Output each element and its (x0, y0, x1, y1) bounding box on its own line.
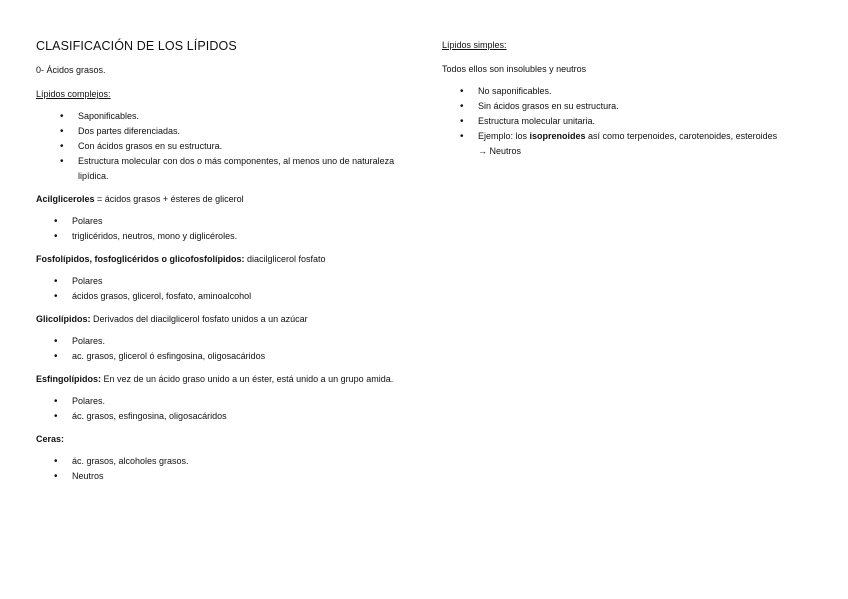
list-item: • Neutros (36, 469, 406, 484)
list-item: • Estructura molecular unitaria. (442, 114, 782, 129)
simple-lipids-heading: Lípidos simples: (442, 40, 507, 50)
fosfolipidos-list (36, 274, 406, 304)
fosfolipidos-desc: diacilglicerol fosfato (244, 254, 326, 264)
acilgliceroles-desc: = ácidos grasos + ésteres de glicerol (94, 194, 244, 204)
glicolipidos-desc: Derivados del diacilglicerol fosfato unidos a un azúcar (90, 314, 308, 324)
list-item: • ac. grasos, glicerol ó esfingosina, oligosacáridos (36, 349, 406, 364)
glicolipidos-definition (36, 312, 406, 327)
list-item: • Polares. (36, 394, 406, 409)
fosfolipidos-definition (36, 252, 406, 267)
right-column (442, 38, 782, 159)
list-item: • Dos partes diferenciadas. (36, 124, 406, 139)
ceras-list (36, 454, 406, 484)
example-bold: isoprenoides (529, 131, 586, 141)
esfingolipidos-desc: En vez de un ácido graso unido a un éster, está unido a un grupo amida. (101, 374, 394, 384)
left-column (36, 38, 406, 484)
list-item: • Saponificables. (36, 109, 406, 124)
list-item: • Estructura molecular con dos o más componentes, al menos uno de naturaleza lipídica. (36, 154, 406, 184)
esfingolipidos-list (36, 394, 406, 424)
list-item: • Polares (36, 214, 406, 229)
ceras-heading: Ceras: (36, 434, 65, 444)
list-item: • triglicéridos, neutros, mono y diglicéroles. (36, 229, 406, 244)
esfingolipidos-term: Esfingolípidos: (36, 374, 101, 384)
simple-lipids-list (442, 84, 782, 159)
acilgliceroles-definition (36, 192, 406, 207)
example-rest: así como terpenoides, carotenoides, esteroides → Neutros (478, 131, 778, 156)
fatty-acids-line: 0- Ácidos grasos. (36, 65, 106, 75)
glicolipidos-term: Glicolípidos: (36, 314, 91, 324)
acilgliceroles-term: Acilgliceroles (36, 194, 95, 204)
acilgliceroles-list (36, 214, 406, 244)
example-prefix: Ejemplo: los (478, 131, 530, 141)
list-item: • ácidos grasos, glicerol, fosfato, aminoalcohol (36, 289, 406, 304)
esfingolipidos-definition (36, 372, 406, 387)
list-item: • Polares. (36, 334, 406, 349)
list-item: • ác. grasos, alcoholes grasos. (36, 454, 406, 469)
list-item: • Sin ácidos grasos en su estructura. (442, 99, 782, 114)
page-title: CLASIFICACIÓN DE LOS LÍPIDOS (36, 39, 237, 53)
list-item: • Polares (36, 274, 406, 289)
simple-lipids-intro: Todos ellos son insolubles y neutros (442, 64, 587, 74)
glicolipidos-list (36, 334, 406, 364)
list-item: • Con ácidos grasos en su estructura. (36, 139, 406, 154)
list-item: • No saponificables. (442, 84, 782, 99)
list-item: • ác. grasos, esfingosina, oligosacáridos (36, 409, 406, 424)
complex-lipids-heading: Lípidos complejos: (36, 89, 111, 99)
complex-lipids-list (36, 109, 406, 184)
fosfolipidos-term: Fosfolípidos, fosfoglicéridos o glicofosfolípidos: (36, 254, 245, 264)
list-item (442, 129, 782, 159)
